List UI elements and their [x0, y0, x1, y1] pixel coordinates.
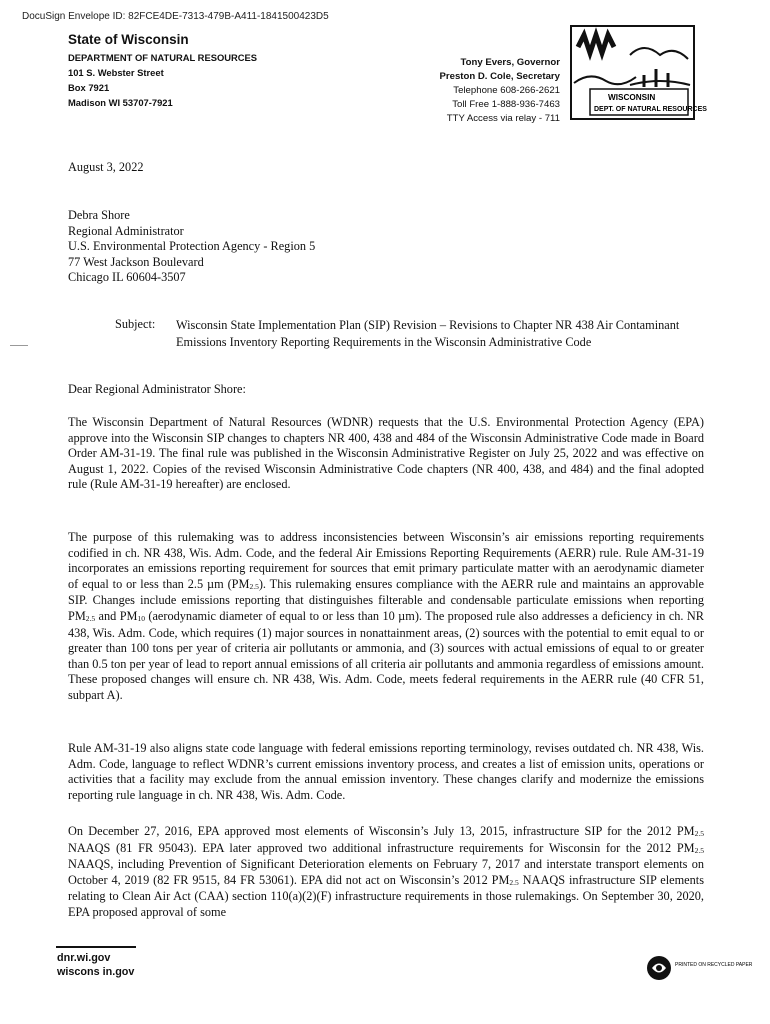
- recipient-address: [68, 208, 315, 286]
- footer-links: [57, 952, 134, 979]
- subject-text: Wisconsin State Implementation Plan (SIP) Revision – Revisions to Chapter NR 438 Air Contaminant Emissions Inventory Reporting Requirements in the Wisconsin Administrative Code: [176, 318, 680, 349]
- governor: Tony Evers, Governor: [460, 57, 560, 68]
- dept-line: Box 7921: [68, 82, 110, 93]
- footer-link-dnr[interactable]: dnr.wi.gov: [57, 952, 111, 964]
- letterhead-state: State of Wisconsin: [68, 32, 189, 47]
- salutation: Dear Regional Administrator Shore:: [68, 382, 246, 396]
- logo-text: WISCONSIN: [608, 93, 656, 102]
- recipient-line: Regional Administrator: [68, 223, 184, 238]
- margin-mark: [10, 345, 28, 346]
- logo-text: DEPT. OF NATURAL RESOURCES: [594, 106, 707, 113]
- subject-label: Subject:: [115, 317, 156, 331]
- telephone: Telephone 608-266-2621: [453, 85, 560, 96]
- paragraph-2: The purpose of this rulemaking was to address inconsistencies between Wisconsin’s air emissions reporting requirements codified in ch. NR 438, Wis. Adm. Code, and the federal Air Emissions Reporting Requirements (AERR) rule. Rule AM-31-19 incorporates an emissions reporting requirement for sources that emit primary particulate matter with an aerodynamic diameter of equal to or less than 2.5 µm $(PM_{2.5})$. This rulemaking ensures compliance with the AERR rule and maintains an approvable SIP. Changes include emissions reporting that distinguishes filterable and condensable particulate emissions when reporting $PM_{2.5}$ and $PM_{10}$ (aerodynamic diameter of equal to or less than 10 µm). The proposed rule also addresses a deficiency in ch. NR 438, Wis. Adm. Code, which requires (1) major sources in nonattainment areas, (2) sources with the potential to emit equal to or greater than 100 tons per year of criteria air pollutants or ammonia, and (3) sources with actual emissions of equal to or greater than 0.5 ton per year of lead to report annual emissions of all criteria air pollutants and ammonia regardless of emissions amount. These proposed changes will ensure ch. NR 438, Wis. Adm. Code, meets federal requirements in the AERR rule (40 CFR 51, subpart A).: [68, 530, 704, 702]
- seal-text: PRINTED ON RECYCLED PAPER: [675, 962, 753, 968]
- docusign-envelope-id: DocuSign Envelope ID: 82FCE4DE-7313-479B-A411-1841500423D5: [22, 11, 329, 22]
- recipient-line: Debra Shore: [68, 208, 130, 222]
- toll-free: Toll Free 1-888-936-7463: [452, 99, 560, 110]
- paragraph-4: On December 27, 2016, EPA approved most elements of Wisconsin’s July 13, 2015, infrastructure SIP for the 2012 $PM_{2.5}$ NAAQS (81 FR 95043). EPA later approved two additional infrastructure requirements for Wisconsin for the 2012 $PM_{2.5}$ NAAQS, including Prevention of Significant Deterioration elements on February 7, 2017 and interstate transport elements on October 4, 2019 (82 FR 9515, 84 FR 53061). EPA did not act on Wisconsin’s 2012 $PM_{2.5}$ NAAQS infrastructure SIP elements relating to Clean Air Act (CAA) section 110(a)(2)(F) infrastructure requirements in those rulemakings. On September 30, 2020, EPA proposed approval of some: [68, 824, 704, 919]
- paragraph-3: Rule AM-31-19 also aligns state code language with federal emissions reporting terminology, revises outdated ch. NR 438, Wis. Adm. Code, language to reflect WDNR’s current emissions inventory process, and creates a list of emission units, operations or activities that a facility may exclude from the annual emission inventory. These changes clarify and modernize the emissions reporting rule language in ch. NR 438, Wis. Adm. Code.: [68, 741, 704, 802]
- letter-date: August 3, 2022: [68, 160, 144, 174]
- footer-rule: [56, 946, 136, 948]
- letterhead-officials: [439, 56, 560, 126]
- dept-line: 101 S. Webster Street: [68, 67, 164, 78]
- paragraph-1: The Wisconsin Department of Natural Resources (WDNR) requests that the U.S. Environmental Protection Agency (EPA) approve into the Wisconsin SIP changes to chapters NR 400, 438 and 484 of the Wisconsin Administrative Code made in Board Order AM-31-19. The final rule was published in the Wisconsin Administrative Register on July 25, 2022 and was effective on August 1, 2022. Copies of the revised Wisconsin Administrative Code chapters (NR 400, 438, and 484) and the final adopted rule (Rule AM-31-19 hereafter) are enclosed.: [68, 415, 704, 492]
- wdnr-logo-icon: [570, 25, 707, 120]
- secretary: Preston D. Cole, Secretary: [439, 71, 560, 82]
- dept-line: DEPARTMENT OF NATURAL RESOURCES: [68, 52, 258, 63]
- recycled-paper-icon: [645, 954, 753, 982]
- letterhead-department-address: [68, 50, 257, 110]
- footer-link-wisconsin[interactable]: wiscons in.gov: [57, 965, 135, 978]
- tty: TTY Access via relay - 711: [446, 113, 560, 124]
- recipient-line: Chicago IL 60604-3507: [68, 270, 186, 285]
- dept-line: Madison WI 53707-7921: [68, 97, 173, 108]
- recipient-line: 77 West Jackson Boulevard: [68, 254, 204, 269]
- recipient-line: U.S. Environmental Protection Agency - Region 5: [68, 239, 316, 254]
